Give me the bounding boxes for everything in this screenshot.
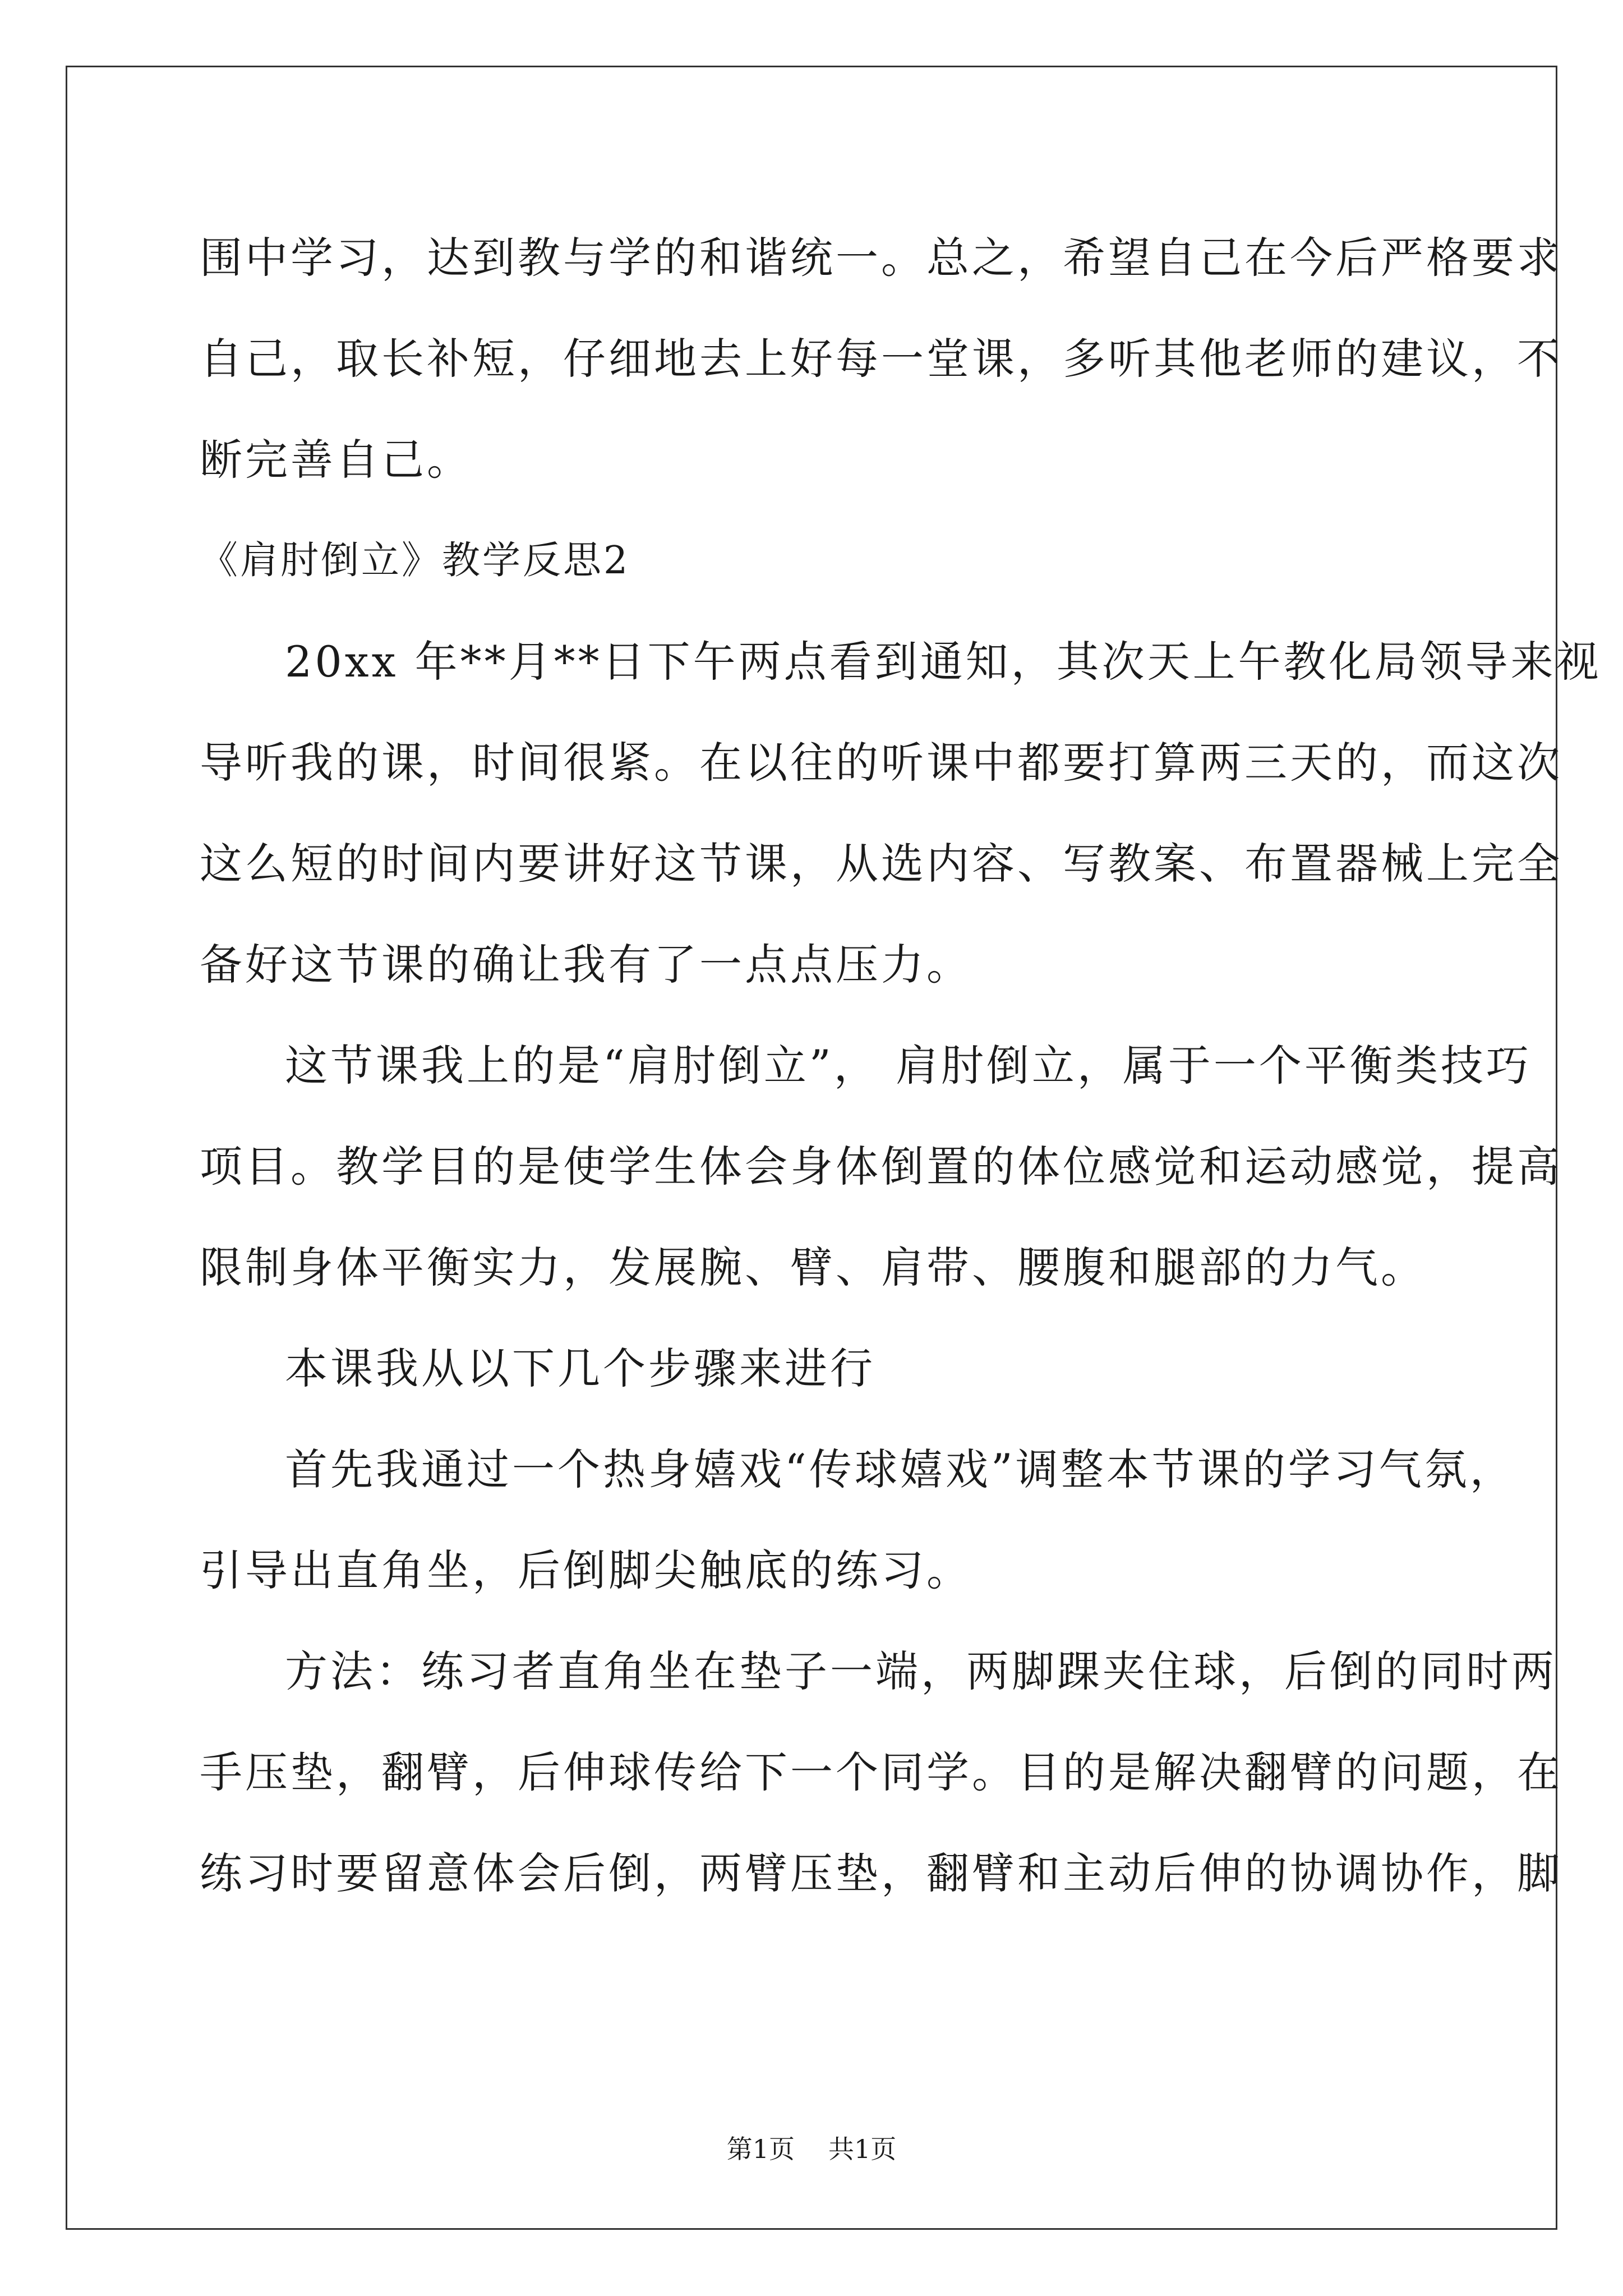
paragraph-line: 引导出直角坐，后倒脚尖触底的练习。 <box>200 1545 972 1595</box>
section-heading: 《肩肘倒立》教学反思2 <box>200 539 630 583</box>
document-body <box>200 208 1602 1924</box>
paragraph-line: 方法：练习者直角坐在垫子一端，两脚踝夹住球，后倒的同时两 <box>285 1646 1557 1696</box>
paragraph-line: 项目。教学目的是使学生体会身体倒置的体位感觉和运动感觉，提高 <box>200 1142 1562 1191</box>
paragraph-line: 这节课我上的是“肩肘倒立”， 肩肘倒立，属于一个平衡类技巧 <box>285 1041 1532 1091</box>
paragraph-line: 断完善自己。 <box>200 435 472 485</box>
paragraph-line: 首先我通过一个热身嬉戏“传球嬉戏”调整本节课的学习气氛， <box>285 1444 1515 1494</box>
paragraph-line: 围中学习，达到教与学的和谐统一。总之，希望自己在今后严格要求 <box>200 233 1562 283</box>
paragraph-line: 本课我从以下几个步骤来进行 <box>285 1343 875 1393</box>
paragraph-line: 备好这节课的确让我有了一点点压力。 <box>200 940 972 990</box>
page-footer <box>0 2129 1623 2166</box>
paragraph-line: 手压垫，翻臂，后伸球传给下一个同学。目的是解决翻臂的问题，在 <box>200 1747 1562 1797</box>
paragraph-line: 20xx 年**月**日下午两点看到通知，其次天上午教化局领导来视 <box>285 637 1602 687</box>
paragraph-line: 导听我的课，时间很紧。在以往的听课中都要打算两三天的，而这次 <box>200 738 1562 788</box>
paragraph-line: 这么短的时间内要讲好这节课，从选内容、写教案、布置器械上完全 <box>200 839 1562 889</box>
paragraph-line: 自己，取长补短，仔细地去上好每一堂课，多听其他老师的建议，不 <box>200 334 1562 384</box>
page-total: 共1页 <box>828 2134 897 2164</box>
paragraph-line: 练习时要留意体会后倒，两臂压垫，翻臂和主动后伸的协调协作，脚 <box>200 1848 1562 1898</box>
page-number: 第1页 <box>726 2134 795 2164</box>
paragraph-line: 限制身体平衡实力，发展腕、臂、肩带、腰腹和腿部的力气。 <box>200 1243 1426 1292</box>
